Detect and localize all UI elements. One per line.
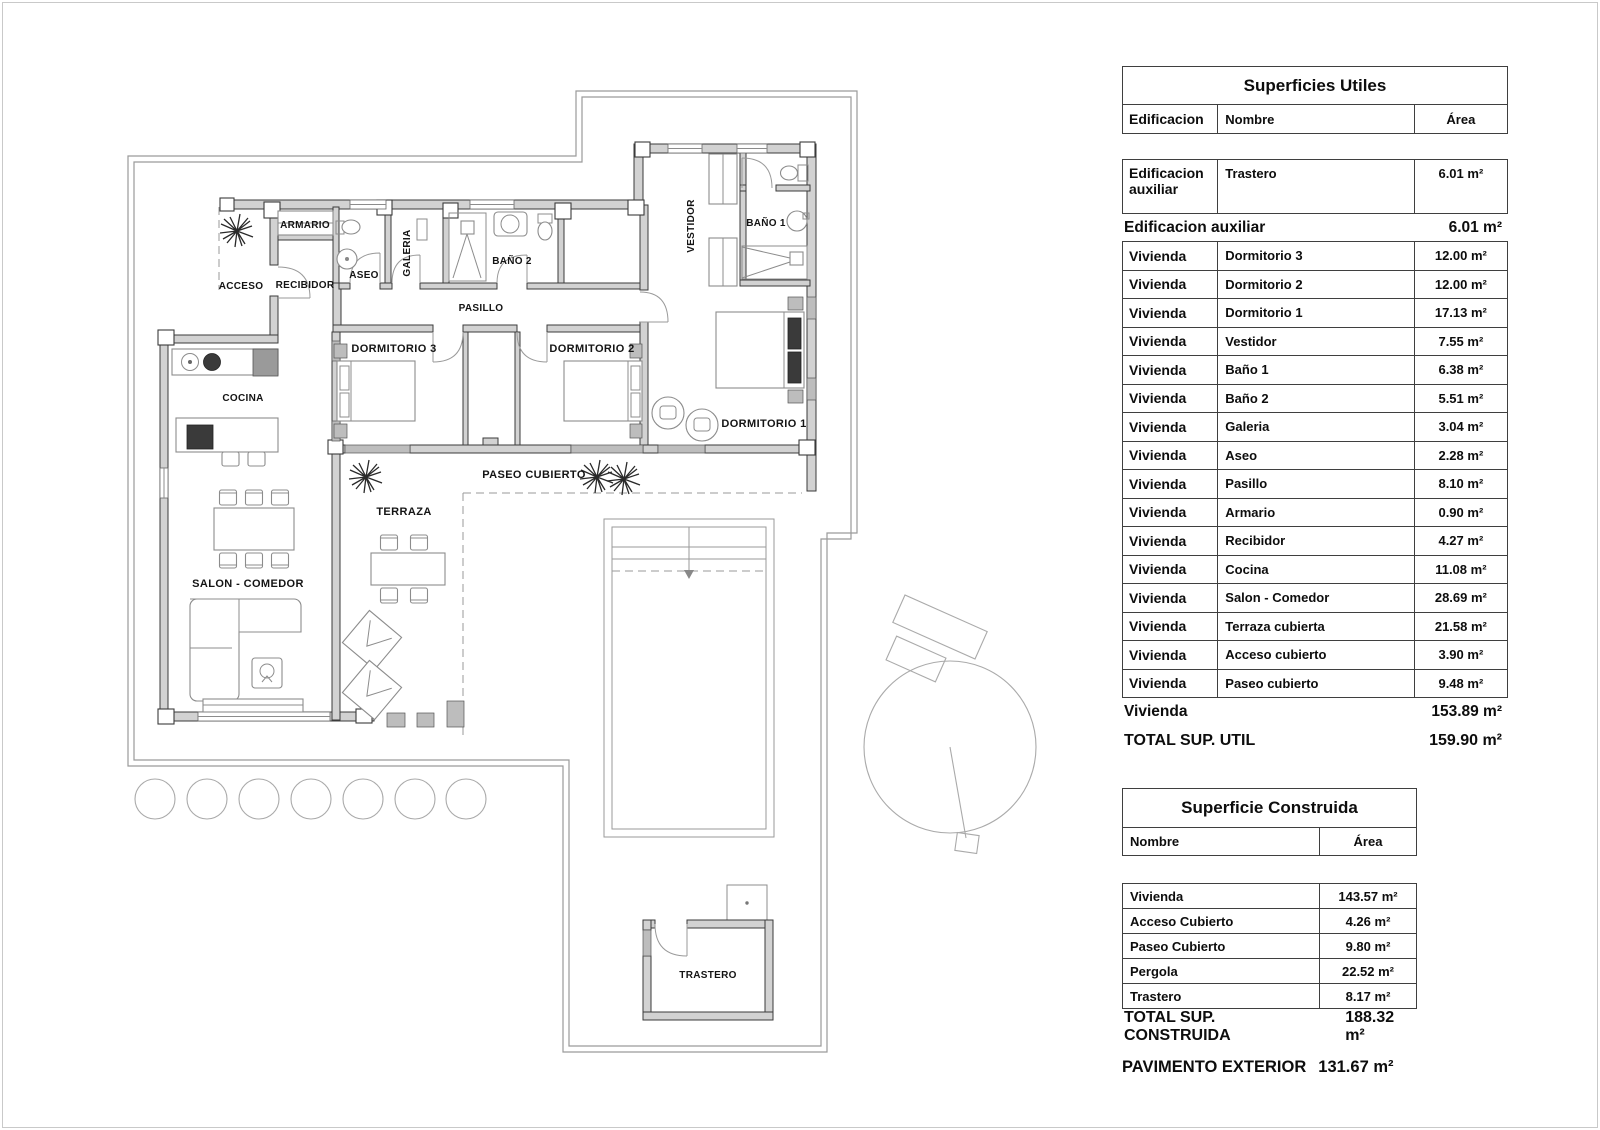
pergola-area: [864, 595, 1036, 853]
swimming-pool: [604, 519, 774, 837]
room-labels: [192, 199, 807, 981]
total-sup-construida: [1122, 1009, 1417, 1044]
table-row: [1122, 555, 1508, 585]
cell-nombre: Baño 1: [1217, 356, 1413, 384]
cell-nombre: Acceso Cubierto: [1130, 913, 1234, 929]
cell-edificacion: Vivienda: [1129, 361, 1187, 378]
cell-nombre: Dormitorio 3: [1217, 242, 1413, 270]
col-header-area: Área: [1319, 828, 1416, 855]
cell-edificacion: Vivienda: [1129, 304, 1187, 321]
subtotal-edificacion-auxiliar: [1122, 214, 1508, 242]
table-header-row: [1122, 827, 1417, 856]
cell-area: 9.48 m²: [1414, 670, 1507, 698]
pavimento-label: PAVIMENTO EXTERIOR: [1122, 1058, 1307, 1076]
room-label-cocina: COCINA: [222, 393, 264, 404]
col-header-nombre: Nombre: [1130, 834, 1180, 849]
table-row: [1122, 241, 1508, 271]
cell-edificacion: Vivienda: [1129, 646, 1187, 663]
table-row: [1122, 933, 1417, 959]
pavimento-exterior-note: [1122, 1058, 1394, 1077]
cell-edificacion: Vivienda: [1129, 447, 1187, 464]
cell-area: 5.51 m²: [1414, 385, 1507, 413]
cell-edificacion: Edificacion auxiliar: [1129, 165, 1204, 198]
cell-edificacion: Vivienda: [1129, 390, 1187, 407]
room-label-bano2: BAÑO 2: [492, 256, 532, 267]
cell-edificacion: Vivienda: [1129, 504, 1187, 521]
room-label-aseo: ASEO: [349, 270, 379, 281]
cell-nombre: Acceso cubierto: [1217, 641, 1413, 669]
table-title: [1122, 788, 1417, 828]
room-label-dormitorio1: DORMITORIO 1: [721, 418, 807, 430]
room-label-dormitorio2: DORMITORIO 2: [549, 343, 635, 355]
col-header-nombre: Nombre: [1217, 105, 1413, 133]
pavimento-value: 131.67 m²: [1318, 1058, 1394, 1076]
trees-row: [135, 779, 486, 819]
table-row: [1122, 298, 1508, 328]
cell-area: 22.52 m²: [1319, 959, 1416, 983]
table-row: [1122, 583, 1508, 613]
cell-area: 12.00 m²: [1414, 271, 1507, 299]
cell-area: 28.69 m²: [1414, 584, 1507, 612]
room-label-trastero: TRASTERO: [679, 970, 737, 981]
total-sup-util: [1122, 726, 1508, 755]
total-label: TOTAL SUP. CONSTRUIDA: [1124, 1009, 1231, 1044]
living-furniture: [190, 599, 303, 712]
table-row: [1122, 270, 1508, 300]
cell-nombre: Salon - Comedor: [1217, 584, 1413, 612]
cell-edificacion: Vivienda: [1129, 589, 1187, 606]
subtotal-vivienda: [1122, 698, 1508, 726]
bedroom2-furniture: [564, 344, 642, 438]
cell-nombre: Pergola: [1130, 963, 1178, 979]
table-title: [1122, 66, 1508, 105]
table-row: [1122, 640, 1508, 670]
table-gap: [1122, 856, 1417, 884]
table-row: [1122, 669, 1508, 699]
table-row: [1122, 983, 1417, 1009]
cell-edificacion: Vivienda: [1129, 561, 1187, 578]
cell-area: 21.58 m²: [1414, 613, 1507, 641]
cell-area: 11.08 m²: [1414, 556, 1507, 584]
cell-nombre: Dormitorio 1: [1217, 299, 1413, 327]
cell-nombre: Terraza cubierta: [1217, 613, 1413, 641]
room-label-vestidor: VESTIDOR: [686, 199, 697, 253]
cell-nombre: Pasillo: [1217, 470, 1413, 498]
terrace-furniture: [342, 535, 464, 727]
table-row: [1122, 526, 1508, 556]
subtotal-label: Edificacion auxiliar: [1124, 219, 1266, 236]
cell-nombre: Recibidor: [1217, 527, 1413, 555]
cell-area: 4.26 m²: [1319, 909, 1416, 933]
cell-area: 6.38 m²: [1414, 356, 1507, 384]
kitchen-furniture: [172, 349, 278, 466]
superficie-construida-table: [1122, 788, 1417, 1044]
room-label-armario: ARMARIO: [280, 220, 330, 231]
room-label-terraza: TERRAZA: [376, 506, 432, 518]
room-label-recibidor: RECIBIDOR: [275, 280, 335, 291]
cell-area: 8.17 m²: [1319, 984, 1416, 1008]
table-row: [1122, 327, 1508, 357]
table-row-aux: [1122, 159, 1508, 214]
cell-area: 3.90 m²: [1414, 641, 1507, 669]
total-label: TOTAL SUP. UTIL: [1124, 731, 1256, 749]
table-row: [1122, 498, 1508, 528]
cell-area: 17.13 m²: [1414, 299, 1507, 327]
table-row: [1122, 441, 1508, 471]
cell-edificacion: Vivienda: [1129, 333, 1187, 350]
cell-nombre: Vivienda: [1130, 888, 1184, 904]
superficies-utiles-table: [1122, 66, 1508, 755]
room-label-bano1: BAÑO 1: [746, 218, 786, 229]
table-title-text: Superficie Construida: [1181, 798, 1358, 817]
table-row: [1122, 412, 1508, 442]
table-row: [1122, 384, 1508, 414]
table-row: [1122, 355, 1508, 385]
room-label-dormitorio3: DORMITORIO 3: [351, 343, 437, 355]
col-header-area: Área: [1414, 105, 1507, 133]
table-header-row: [1122, 104, 1508, 134]
cell-area: 143.57 m²: [1319, 884, 1416, 908]
room-label-acceso: ACCESO: [218, 281, 264, 292]
cell-area: 7.55 m²: [1414, 328, 1507, 356]
subtotal-value: 6.01 m²: [1448, 219, 1502, 236]
cell-nombre: Trastero: [1130, 988, 1182, 1004]
table-row: [1122, 958, 1417, 984]
vivienda-rows: [1122, 241, 1508, 698]
cell-edificacion: Vivienda: [1129, 276, 1187, 293]
room-label-salon-comedor: SALON - COMEDOR: [192, 578, 304, 590]
room-label-galeria: GALERIA: [402, 229, 413, 277]
cell-area: 4.27 m²: [1414, 527, 1507, 555]
cell-nombre: Baño 2: [1217, 385, 1413, 413]
cell-nombre: Dormitorio 2: [1217, 271, 1413, 299]
cell-edificacion: Vivienda: [1129, 418, 1187, 435]
cell-nombre: Aseo: [1217, 442, 1413, 470]
total-value: 188.32 m²: [1345, 1009, 1395, 1044]
cell-nombre: Galeria: [1217, 413, 1413, 441]
cell-edificacion: Vivienda: [1129, 675, 1187, 692]
col-header-edificacion: Edificacion: [1129, 111, 1204, 127]
cell-edificacion: Vivienda: [1129, 618, 1187, 635]
vestidor-furniture: [709, 154, 737, 286]
cell-area: 8.10 m²: [1414, 470, 1507, 498]
construida-rows: [1122, 883, 1417, 1009]
cell-edificacion: Vivienda: [1129, 247, 1187, 264]
bedroom3-furniture: [334, 344, 415, 438]
cell-nombre: Cocina: [1217, 556, 1413, 584]
room-label-paseo-cubierto: PASEO CUBIERTO: [482, 469, 586, 481]
bathroom2-fixtures: [417, 212, 552, 281]
cell-nombre: Paseo cubierto: [1217, 670, 1413, 698]
subtotal-value: 153.89 m²: [1431, 703, 1502, 720]
cell-area: 6.01 m²: [1414, 160, 1507, 213]
cell-area: 3.04 m²: [1414, 413, 1507, 441]
table-gap: [1122, 134, 1508, 160]
cell-area: 0.90 m²: [1414, 499, 1507, 527]
cell-nombre: Armario: [1217, 499, 1413, 527]
dining-furniture: [214, 490, 294, 568]
table-row: [1122, 908, 1417, 934]
cell-area: 9.80 m²: [1319, 934, 1416, 958]
subtotal-label: Vivienda: [1124, 703, 1188, 720]
table-row: [1122, 883, 1417, 909]
cell-edificacion: Vivienda: [1129, 475, 1187, 492]
cell-area: 2.28 m²: [1414, 442, 1507, 470]
cell-nombre: Paseo Cubierto: [1130, 938, 1226, 954]
aseo-fixtures: [336, 220, 360, 269]
cell-nombre: Vestidor: [1217, 328, 1413, 356]
table-title-text: Superficies Utiles: [1243, 75, 1387, 95]
room-label-pasillo: PASILLO: [458, 303, 504, 314]
cell-area: 12.00 m²: [1414, 242, 1507, 270]
total-value: 159.90 m²: [1429, 731, 1502, 749]
cell-edificacion: Vivienda: [1129, 532, 1187, 549]
trastero-building: [643, 885, 773, 1020]
table-row: [1122, 469, 1508, 499]
table-row: [1122, 612, 1508, 642]
cell-nombre: Trastero: [1217, 160, 1413, 213]
